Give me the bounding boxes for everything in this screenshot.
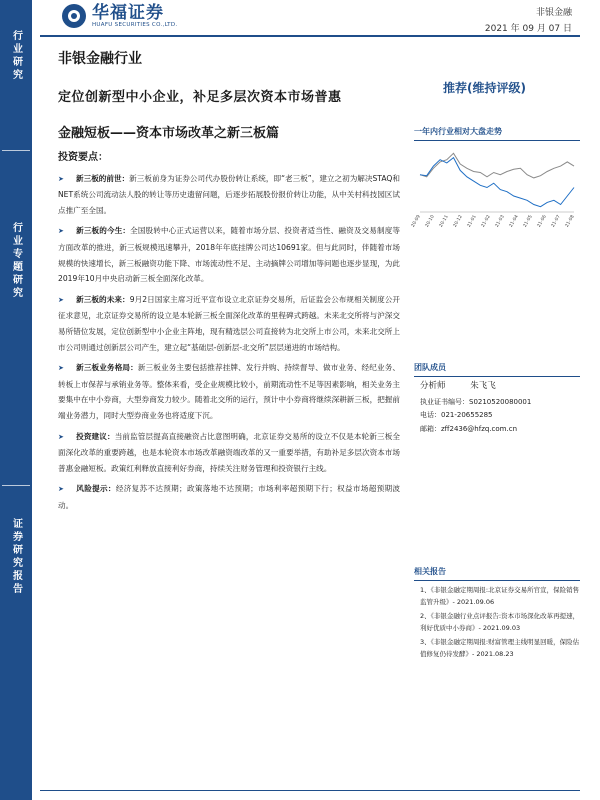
- report-title-line2: 金融短板——资本市场改革之新三板篇: [58, 126, 280, 141]
- analyst-label: 分析师: [420, 381, 446, 391]
- chart-x-tick-label: 21-03: [494, 214, 506, 229]
- key-point-item: [58, 429, 400, 477]
- key-points-heading: 投资要点：: [58, 152, 108, 163]
- analyst-email[interactable]: 邮箱：zff2436@hfzq.com.cn: [420, 424, 518, 433]
- key-point-item: [58, 171, 400, 219]
- chart-x-tick-label: 21-07: [550, 214, 562, 229]
- band-label-3: 证券研究报告: [10, 518, 22, 596]
- related-report-item[interactable]: 2、《非银金融行业点评报告:资本市场深化改革再提速，利好优质中小券商》- 2021.09.03: [420, 612, 580, 632]
- key-point-item: [58, 481, 400, 513]
- key-point-label: 新三板的今生：: [76, 226, 131, 236]
- report-title-line1: 定位创新型中小企业，补足多层次资本市场普惠: [58, 90, 342, 105]
- logo-english-name: HUAFU SECURITIES CO.,LTD.: [92, 22, 178, 28]
- category-tag: 非银金融: [535, 8, 572, 18]
- key-point-item: [58, 360, 400, 423]
- company-logo: [62, 4, 177, 28]
- band-label-2: 行业专题研究: [10, 222, 22, 300]
- key-point-text: 当前监管层提高直接融资占比意图明确，北京证券交易所的设立不仅是本轮新三板全面深化改革的重要跨越，也是本轮资本市场改革融资端改革的又一重要举措，有助补足多层次资本市场普惠金融短板。政策红利释放直接利好券商，持续关注财务管理和投资银行主线。: [58, 431, 401, 473]
- chart-x-tick-label: 21-08: [564, 214, 576, 229]
- key-point-text: 新三板业务主要包括推荐挂牌、发行并购、持续督导、做市业务、经纪业务、转板上市保荐与承销业务等。整体来看，受企业规模比较小，前期流动性不足等因素影响，相关业务主要集中在中小券商，大型券商发力较少。随着北交所的运行，预计中小券商将继续深耕新三板，把握前端业务潜力，同时大型券商业务也将适度下沉。: [58, 363, 401, 420]
- industry-title: 非银金融行业: [58, 51, 142, 67]
- key-points: [58, 150, 400, 513]
- chart-series-line-1: [420, 153, 574, 178]
- band-label-1: 行业研究: [10, 30, 22, 82]
- key-point-label: 新三板业务格局：: [76, 363, 138, 373]
- chart-x-tick-label: 20-10: [424, 214, 436, 229]
- related-section-title: 相关报告: [414, 566, 580, 581]
- logo-mark-icon: [62, 4, 86, 28]
- bullet-arrow-icon: ➤: [58, 432, 64, 441]
- chart-x-tick-label: 20-09: [410, 214, 422, 229]
- chart-x-tick-label: 21-02: [480, 214, 492, 229]
- bullet-arrow-icon: ➤: [58, 227, 64, 236]
- chart-x-tick-label: 20-11: [438, 214, 450, 229]
- related-reports-list: [420, 584, 580, 662]
- analyst-info: [420, 380, 580, 436]
- report-date: 2021 年 09 月 07 日: [484, 24, 572, 34]
- key-point-text: 新三板前身为证券公司代办股份转让系统，即“老三板”，建立之初为解决STAQ和NET系统公司流动法人股的转让等历史遗留问题，后逐步拓展股份报价转让功能，从中关村科技园区试点推广至全国。: [58, 173, 400, 215]
- key-point-label: 新三板的前世：: [76, 173, 130, 183]
- key-point-label: 新三板的未来：: [76, 294, 130, 304]
- key-point-text: 9月2日国家主席习近平宣布设立北京证券交易所，后证监会公布规相关制度公开征求意见，北京证券交易所的设立是本轮新三板全面深化改革的里程碑式跨越。未来北交所将与沪深交易所错位发展，定位创新型中小企业主阵地，现有精选层公司直接转为北交所上市公司，未来北交所上市公司则通过创新层公司产生，建立起“基础层-创新层-北交所”层层递进的市场结构。: [58, 294, 400, 352]
- footer-divider: [40, 790, 580, 791]
- analyst-phone: 电话：021-20655285: [420, 411, 493, 419]
- chart-x-tick-label: 21-05: [522, 214, 534, 229]
- chart-section-title: 一年内行业相对大盘走势: [414, 126, 580, 141]
- bullet-arrow-icon: ➤: [58, 364, 64, 373]
- bullet-arrow-icon: ➤: [58, 174, 64, 183]
- chart-x-tick-label: 21-04: [508, 214, 520, 229]
- key-point-label: 投资建议：: [76, 431, 115, 441]
- band-divider: [2, 485, 30, 486]
- band-section-securities-report: [0, 518, 32, 628]
- bullet-arrow-icon: ➤: [58, 295, 64, 304]
- bullet-arrow-icon: ➤: [58, 485, 64, 494]
- analyst-license: 执业证书编号：S0210520080001: [420, 397, 532, 406]
- relative-performance-chart: [410, 140, 580, 245]
- chart-series-line-2: [420, 158, 574, 207]
- chart-x-tick-label: 21-06: [536, 214, 548, 229]
- band-divider: [2, 150, 30, 151]
- key-point-label: 风险提示：: [76, 484, 116, 494]
- key-point-item: [58, 223, 400, 286]
- key-point-text: 经济复苏不达预期；政策落地不达预期；市场利率超预期下行；权益市场超预期波动。: [58, 484, 401, 510]
- key-point-item: [58, 292, 400, 355]
- rating-label: 推荐(维持评级): [443, 81, 526, 95]
- team-section-title: 团队成员: [414, 362, 580, 377]
- key-point-text: 全国股转中心正式运营以来，随着市场分层、投资者适当性、融资及交易制度等方面改革的推进，新三板规模迅速攀升，2018年年底挂牌公司达10691家。但与此同时，伴随着市场规模的快速增长，新三板融资功能下降、市场流动性不足、主动摘牌公司增加等问题也逐步显现，为此2019年10月中央启动新三板全面深化改革。: [58, 226, 401, 284]
- chart-x-tick-label: 21-01: [466, 214, 478, 229]
- analyst-name: 朱飞飞: [470, 381, 496, 391]
- related-report-item[interactable]: 3、《非银金融定期周报:财富管理主线明显回暖，保险估值修复仍待发酵》- 2021.08.23: [420, 638, 580, 658]
- related-report-item[interactable]: 1、《非银金融定期周报:北京证券交易所官宣，保险销售监管升级》- 2021.09.06: [420, 586, 580, 606]
- logo-name: 华福证券: [92, 3, 164, 23]
- header-divider: [40, 35, 580, 37]
- band-section-industry-research: [0, 30, 32, 110]
- chart-x-tick-label: 20-12: [452, 214, 464, 229]
- band-section-special-research: [0, 222, 32, 332]
- left-band: [0, 0, 32, 800]
